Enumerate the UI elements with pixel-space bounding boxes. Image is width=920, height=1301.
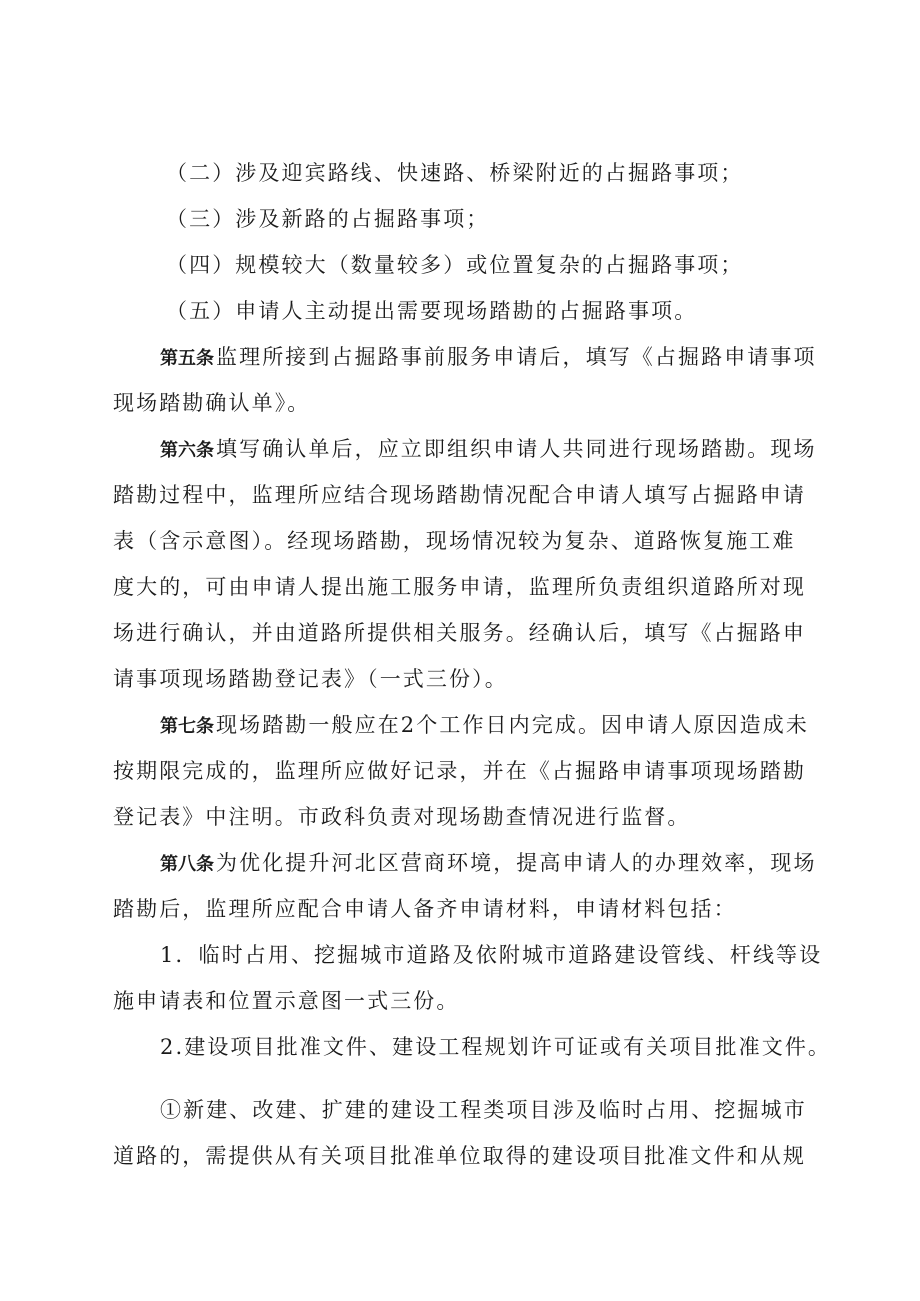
article-6-label: 第六条 [160, 440, 214, 461]
article-7-line-3: 登记表》中注明。市政科负责对现场勘查情况进行监督。 [113, 805, 691, 829]
article-6-line-6: 请事项现场踏勘登记表》（一式三份）。 [113, 667, 508, 691]
list-item-5: （五）申请人主动提出需要现场踏勘的占掘路事项。 [166, 299, 698, 323]
article-6-line-2: 踏勘过程中，监理所应结合现场踏勘情况配合申请人填写占掘路申请 [113, 483, 806, 507]
material-sub-item-1-line-1: ①新建、改建、扩建的建设工程类项目涉及临时占用、挖掘城市 [160, 1098, 807, 1122]
material-item-1-line-2: 施申请表和位置示意图一式三份。 [113, 989, 460, 1013]
material-item-2: 2.建设项目批准文件、建设工程规划许可证或有关项目批准文件。 [160, 1035, 832, 1059]
article-6-line-3: 表（含示意图）。经现场踏勘，现场情况较为复杂、道路恢复施工难 [113, 529, 796, 553]
article-5-label: 第五条 [160, 348, 214, 369]
list-item-4: （四）规模较大（数量较多）或位置复杂的占掘路事项； [166, 253, 744, 277]
article-8-line-2: 踏勘后，监理所应配合申请人备齐申请材料，申请材料包括： [113, 897, 737, 921]
article-8-paragraph-line [160, 848, 817, 880]
material-sub-item-1-line-2: 道路的，需提供从有关项目批准单位取得的建设项目批准文件和从规 [113, 1144, 806, 1168]
article-8-text: 为优化提升河北区营商环境，提高申请人的办理效率，现场 [216, 851, 817, 875]
article-5-paragraph-line [160, 342, 817, 374]
material-item-1-line-1: 1．临时占用、挖掘城市道路及依附城市道路建设管线、杆线等设 [160, 943, 823, 967]
article-7-line-2: 按期限完成的，监理所应做好记录，并在《占掘路申请事项现场踏勘 [113, 759, 806, 783]
article-7-label: 第七条 [160, 716, 214, 737]
article-5-text: 监理所接到占掘路事前服务申请后，填写《占掘路申请事项 [216, 345, 817, 369]
list-item-3: （三）涉及新路的占掘路事项； [166, 207, 490, 231]
article-7-text: 现场踏勘一般应在2个工作日内完成。因申请人原因造成未 [216, 713, 809, 737]
article-5-line-2: 现场踏勘确认单》。 [113, 391, 311, 415]
article-6-paragraph-line [160, 434, 817, 466]
article-7-paragraph-line [160, 710, 809, 742]
article-8-label: 第八条 [160, 854, 214, 875]
article-6-line-4: 度大的，可由申请人提出施工服务申请，监理所负责组织道路所对现 [113, 575, 806, 599]
article-6-text: 填写确认单后，应立即组织申请人共同进行现场踏勘。现场 [216, 437, 817, 461]
article-6-line-5: 场进行确认，并由道路所提供相关服务。经确认后，填写《占掘路申 [113, 621, 806, 645]
list-item-2: （二）涉及迎宾路线、快速路、桥梁附近的占掘路事项； [166, 161, 744, 185]
